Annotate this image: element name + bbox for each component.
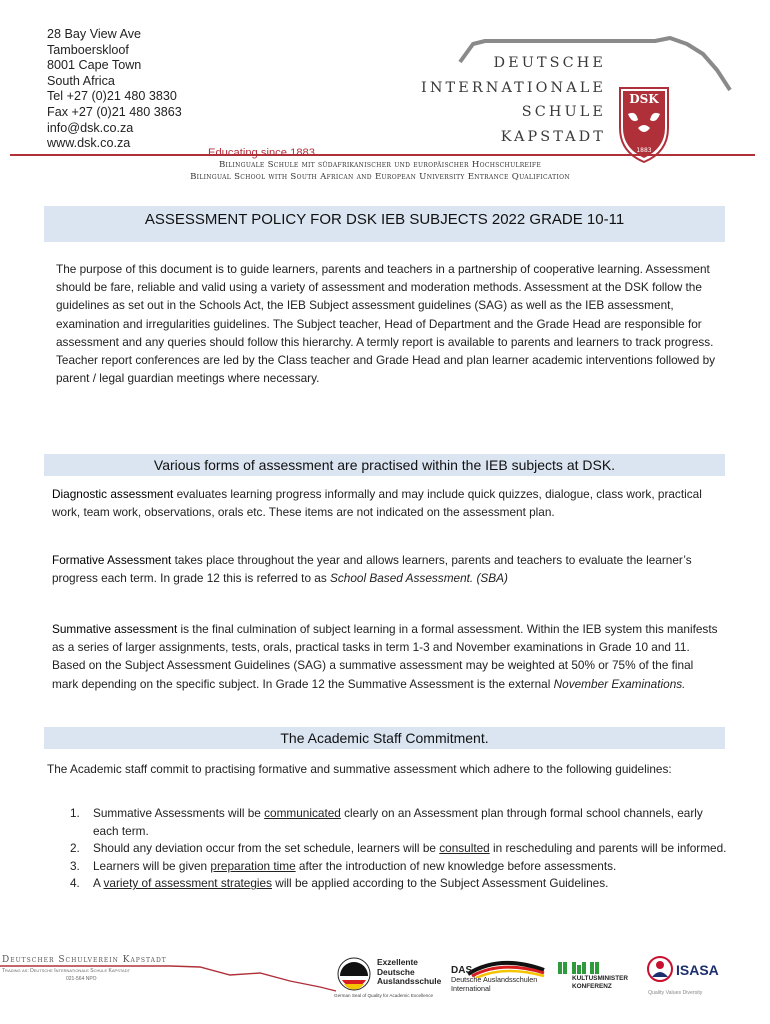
document-title: ASSESSMENT POLICY FOR DSK IEB SUBJECTS 2022 GRADE 10-11 [44,206,725,242]
section-heading-forms: Various forms of assessment are practised within the IEB subjects at DSK. [44,454,725,476]
diagnostic-label: Diagnostic assessment [52,487,174,501]
diagnostic-paragraph: Diagnostic assessment evaluates learning progress informally and may include quick quizzes, dialogue, class work, practical work, team work, observations, orals etc. These items are not indicated on the assessment plan. [52,487,702,520]
dsk-crest-icon [616,84,672,164]
summative-label: Summative assessment [52,622,178,636]
guidelines-list [70,805,730,893]
das-abbr: DAS [451,965,473,976]
list-item: 4. A variety of assessment strategies will be applied according to the Subject Assessment Guidelines. [70,876,609,891]
address-line: Tamboerskloof [47,42,129,57]
isasa-tagline: Quality Values Diversity [648,990,703,996]
section-heading-staff: The Academic Staff Commitment. [44,727,725,749]
formative-label: Formative Assessment [52,553,172,567]
fax-line: Fax +27 (0)21 480 3863 [47,104,182,119]
isasa-logo-icon [645,955,675,987]
list-item: 3. Learners will be given preparation time after the introduction of new knowledge before assessments. [70,858,617,873]
exzellente-text: Exzellente Deutsche Auslandsschule [377,957,442,987]
npo-number: 021-564 NPO [66,976,97,982]
educating-since: Educating since 1883 [208,147,315,159]
list-item: 1. Summative Assessments will be communicated clearly on an Assessment plan through formal school channels, early each term. [70,806,703,838]
kmk-logo-icon [558,961,602,975]
header-divider [10,154,755,156]
phone-line: Tel +27 (0)21 480 3830 [47,89,177,104]
summative-paragraph: Summative assessment is the final culmination of subject learning in a formal assessment. Within the IEB system this manifests as a series of larger assignments, tests, orals, practical tasks in term 1-3 and November examinations in Grade 10 and 11. Based on the Subject Assessment Guidelines (SAG) a summative assessment may be weighted at 50% or 75% of the final mark depending on the specific subject. In Grade 12 the Summative Assessment is the external November Examinations. [52,622,718,691]
isasa-text: ISASA [676,962,719,978]
list-item: 2. Should any deviation occur from the set schedule, learners will be consulted in rescheduling and parents will be informed. [70,841,727,856]
email-link[interactable]: info@dsk.co.za [47,120,134,135]
kmk-text: KULTUSMINISTER KONFERENZ [572,975,628,990]
school-address [47,27,182,152]
das-text: Deutsche Auslandsschulen International [451,975,538,993]
trading-as: Trading as: Deutsche Internationale Schule Kapstadt [2,968,131,974]
exzellente-auslandsschule-logo-icon [336,956,372,992]
crest-year: 1883 [636,147,652,154]
address-line: 28 Bay View Ave [47,27,142,41]
seal-text: German Seal of Quality for Academic Excellence [334,993,434,998]
school-name: DEUTSCHE INTERNATIONALE SCHULE KAPSTADT [421,55,606,145]
address-line: South Africa [47,73,115,88]
website-link[interactable]: www.dsk.co.za [47,136,131,151]
address-line: 8001 Cape Town [47,58,142,73]
formative-paragraph: Formative Assessment takes place throughout the year and allows learners, parents and teachers to evaluate the learner’s progress each term. In grade 12 this is referred to as School Based Assessment. (SBA) [52,553,692,586]
staff-intro: The Academic staff commit to practising formative and summative assessment which adhere to the following guidelines: [47,762,672,776]
schulverein-name: Deutscher Schulverein Kapstadt [2,955,167,965]
school-tagline: Bilinguale Schule mit südafrikanischer und europäischer Hochschulreife Bilingual School with South African and European University Entrance Qualification [190,160,570,182]
crest-abbr: DSK [629,92,659,106]
intro-paragraph: The purpose of this document is to guide learners, parents and teachers in a partnership of cooperative learning. Assessment should be fare, reliable and valid using a variety of assessment and moderation methods. Assessment at the DSK follow the guidelines as set out in the Schools Act, the IEB Subject assessment guidelines (SAG) as well as the IEB assessment, examination and irregularities guidelines. The Subject teacher, Head of Department and the Grade Head are responsible for assessment and any queries should follow this hierarchy. A termly report is available to parents and learners to track progress. Teacher report conferences are led by the Class teacher and Grade Head and plan learner academic interventions followed by parent / legal guardian meetings where necessary. [56,262,716,386]
